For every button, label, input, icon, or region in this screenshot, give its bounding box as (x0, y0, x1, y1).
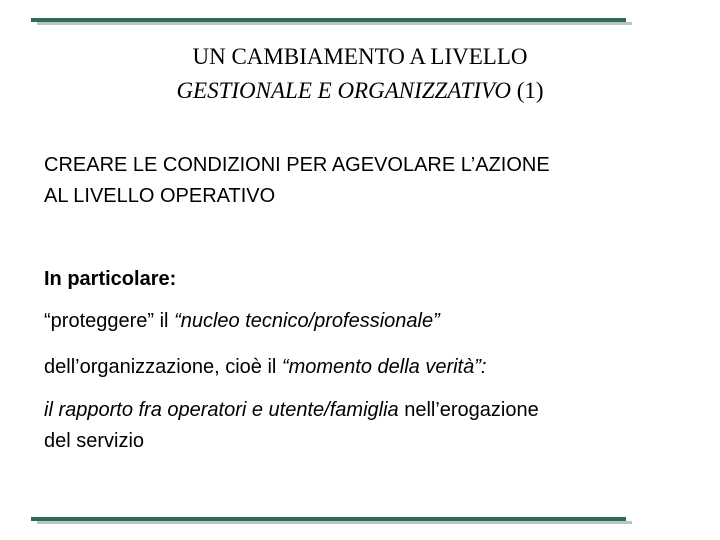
subheading: In particolare: (44, 268, 177, 290)
slide-title (0, 40, 720, 108)
slide-title-number: (1) (510, 78, 544, 103)
bottom-divider (31, 517, 626, 524)
paragraph-organizzazione-italic: “momento della verità”: (281, 356, 487, 378)
main-heading-line-1: CREARE LE CONDIZIONI PER AGEVOLARE L’AZIONE (44, 154, 550, 176)
paragraph-organizzazione (44, 352, 694, 383)
top-divider (31, 18, 626, 25)
paragraph-rapporto (44, 395, 694, 457)
slide-title-line-1: UN CAMBIAMENTO A LIVELLO (192, 44, 528, 69)
slide-title-italic: GESTIONALE E ORGANIZZATIVO (176, 78, 511, 103)
paragraph-rapporto-text: nell’erogazione (398, 399, 539, 421)
paragraph-proteggere-italic: “nucleo tecnico/professionale” (174, 310, 440, 332)
main-heading-line-2: AL LIVELLO OPERATIVO (44, 185, 276, 207)
top-divider-shadow-line (37, 22, 632, 25)
paragraph-organizzazione-text: dell’organizzazione, cioè il (44, 356, 282, 378)
paragraph-rapporto-line-1 (44, 395, 694, 426)
slide-title-line-2 (0, 74, 720, 108)
paragraph-rapporto-italic: il rapporto fra operatori e utente/famiglia (44, 399, 399, 421)
paragraph-rapporto-line-2: del servizio (44, 430, 145, 452)
bottom-divider-shadow-line (37, 521, 632, 524)
main-heading (44, 150, 694, 212)
paragraph-proteggere-text: “proteggere” il (44, 310, 175, 332)
paragraph-proteggere (44, 306, 694, 337)
